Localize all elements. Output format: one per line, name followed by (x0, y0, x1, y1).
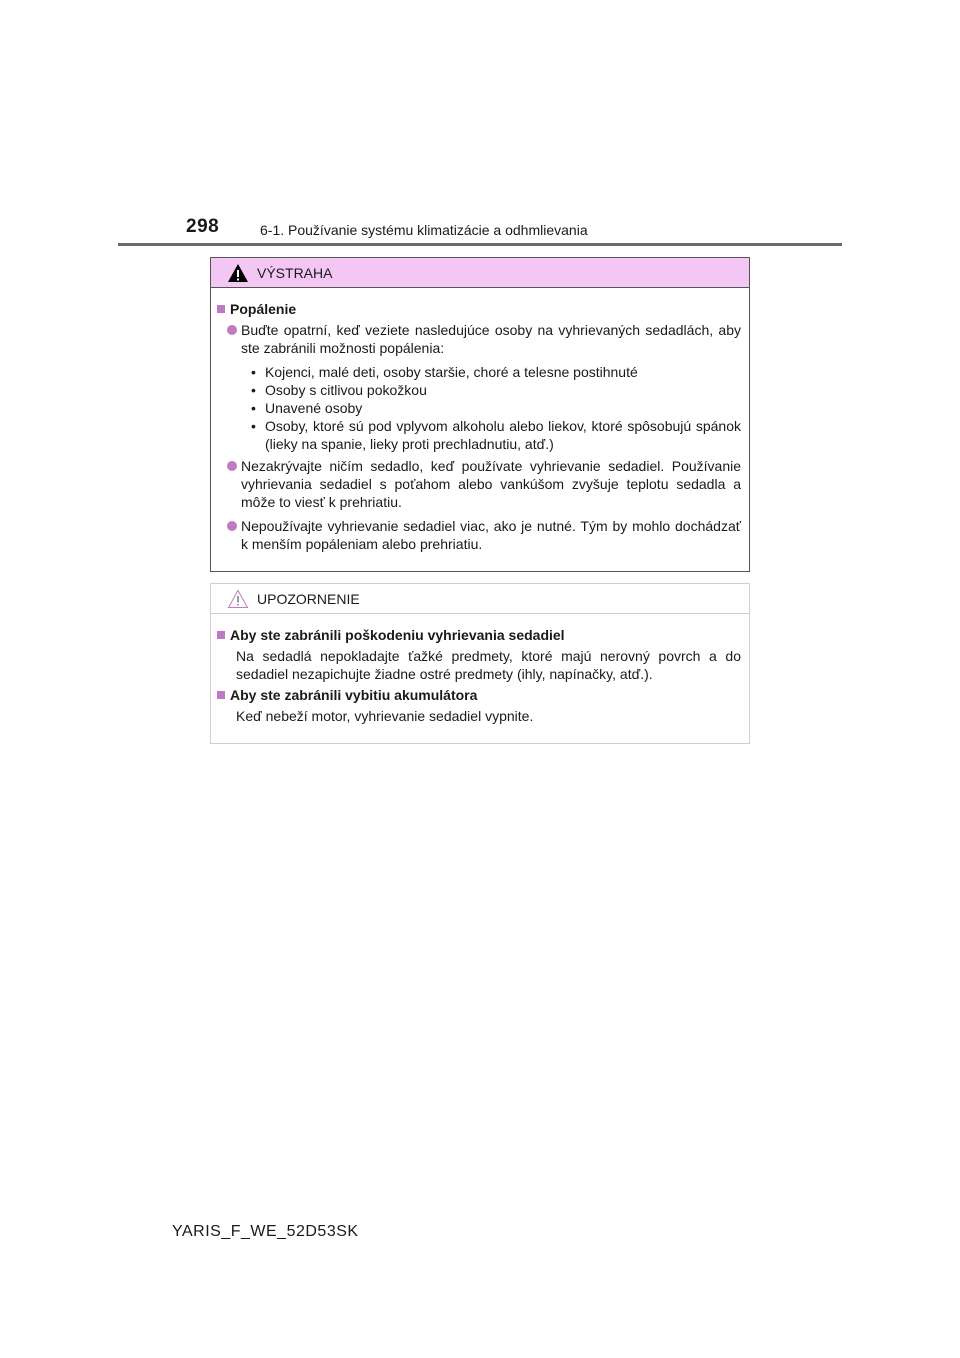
warning-box (210, 257, 750, 572)
list-item: • Kojenci, malé deti, osoby staršie, choré a telesne postihnuté (251, 364, 638, 380)
square-bullet-icon (217, 631, 225, 639)
header-divider (118, 243, 842, 246)
caution-triangle-icon (227, 589, 249, 609)
page-number: 298 (186, 216, 220, 237)
caution-heading-2: Aby ste zabránili vybitiu akumulátora (217, 686, 741, 704)
section-title: 6-1. Používanie systému klimatizácie a odhmlievania (260, 222, 588, 238)
warning-triangle-icon (227, 263, 249, 283)
caution-text-1: Na sedadlá nepokladajte ťažké predmety, ktoré majú nerovný povrch a do sedadiel nezapichujte žiadne ostré predmety (ihly, napínačky, atď.). (236, 648, 741, 682)
caution-header (211, 584, 749, 614)
warning-bullet-1 (217, 321, 741, 357)
caution-heading-1: Aby ste zabránili poškodeniu vyhrievania sedadiel (217, 626, 741, 644)
list-item: • Osoby s citlivou pokožkou (251, 382, 427, 398)
warning-sub-list (217, 363, 741, 453)
square-bullet-icon (217, 691, 225, 699)
warning-bullet-2 (217, 457, 741, 511)
square-bullet-icon (217, 305, 225, 313)
warning-title: VÝSTRAHA (257, 264, 333, 281)
warning-header (211, 258, 749, 288)
warning-heading-text: Popálenie (230, 301, 297, 317)
caution-title: UPOZORNENIE (257, 590, 360, 607)
list-item: • Unavené osoby (251, 400, 363, 416)
caution-text-2: Keď nebeží motor, vyhrievanie sedadiel vypnite. (236, 708, 534, 724)
warning-bullet-2-text: Nezakrývajte ničím sedadlo, keď používate vyhrievanie sedadiel. Používanie vyhrievania sedadiel s poťahom alebo vankúšom zvyšuje teplotu sedadla a môže to viesť k prehriatiu. (241, 458, 741, 510)
warning-body (211, 288, 749, 553)
warning-bullet-1-text: Buďte opatrní, keď veziete nasledujúce osoby na vyhrievaných sedadlách, aby ste zabránili možnosti popálenia: (241, 322, 741, 356)
list-item: • Osoby, ktoré sú pod vplyvom alkoholu alebo liekov, ktoré spôsobujú spánok (lieky na spanie, lieky proti prechladnutiu, atď.) (251, 418, 741, 452)
round-bullet-icon (227, 521, 237, 531)
round-bullet-icon (227, 325, 237, 335)
caution-box (210, 583, 750, 744)
warning-bullet-3 (217, 517, 741, 553)
warning-bullet-3-text: Nepoužívajte vyhrievanie sedadiel viac, ako je nutné. Tým by mohlo dochádzať k menším popáleniam alebo prehriatiu. (241, 518, 741, 552)
warning-heading (217, 300, 741, 318)
round-bullet-icon (227, 461, 237, 471)
document-code: YARIS_F_WE_52D53SK (172, 1223, 359, 1240)
caution-body (211, 614, 749, 725)
